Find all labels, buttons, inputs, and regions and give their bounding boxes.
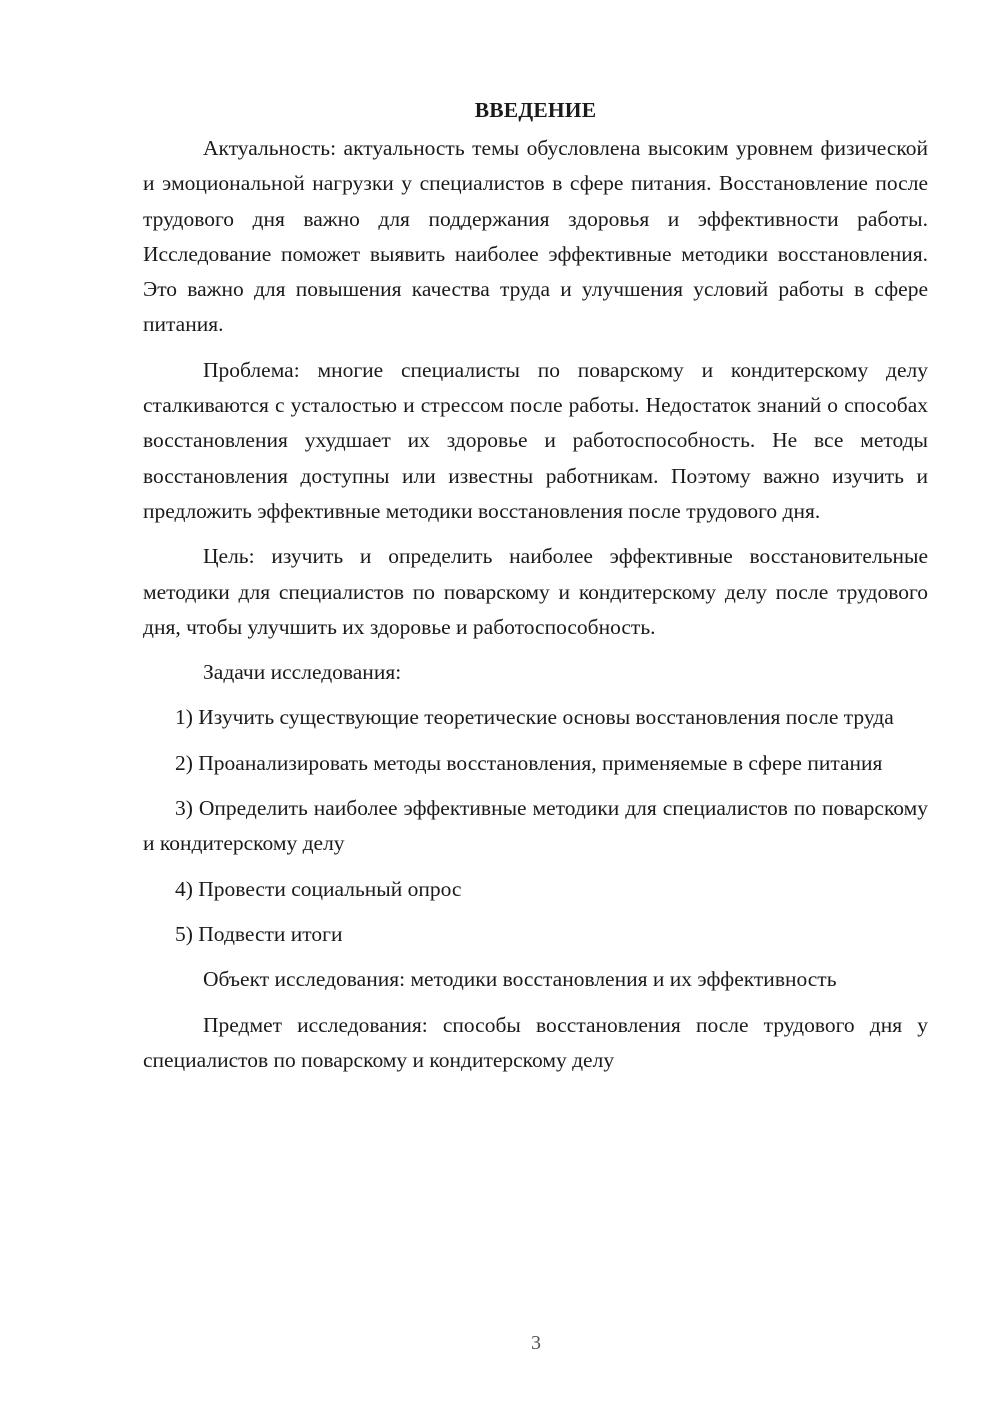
task-item: 4) Провести социальный опрос (175, 876, 462, 901)
task-item: 2) Проанализировать методы восстановления, применяемые в сфере питания (175, 750, 883, 775)
paragraph-relevance: Актуальность: актуальность темы обусловлена высоким уровнем физической и эмоциональной нагрузки у специалистов в сфере питания. Восстановление после трудового дня важно для поддержания здоровья и эффективности работы. Исследование поможет выявить наиболее эффективные методики восстановления. Это важно для повышения качества труда и улучшения условий работы в сфере питания. (143, 136, 928, 337)
task-item: 3) Определить наиболее эффективные методики для специалистов по поварскому и кондитерскому делу (143, 796, 928, 856)
paragraph-problem: Проблема: многие специалисты по поварскому и кондитерскому делу сталкиваются с усталостью и стрессом после работы. Недостаток знаний о способах восстановления ухудшает их здоровье и работоспособность. Не все методы восстановления доступны или известны работникам. Поэтому важно изучить и предложить эффективные методики восстановления после трудового дня. (143, 357, 928, 523)
section-title: ВВЕДЕНИЕ (474, 98, 597, 122)
document-page (143, 92, 928, 1088)
paragraph-subject: Предмет исследования: способы восстановления после трудового дня у специалистов по поварскому и кондитерскому делу (143, 1012, 928, 1072)
page-number: 3 (531, 1332, 541, 1354)
task-item: 5) Подвести итоги (175, 921, 343, 946)
paragraph-object: Объект исследования: методики восстановления и их эффективность (203, 967, 837, 992)
task-item: 1) Изучить существующие теоретические основы восстановления после труда (175, 705, 894, 730)
tasks-heading: Задачи исследования: (203, 660, 402, 685)
paragraph-goal: Цель: изучить и определить наиболее эффективные восстановительные методики для специалистов по поварскому и кондитерскому делу после трудового дня, чтобы улучшить их здоровье и работоспособность. (143, 544, 928, 639)
